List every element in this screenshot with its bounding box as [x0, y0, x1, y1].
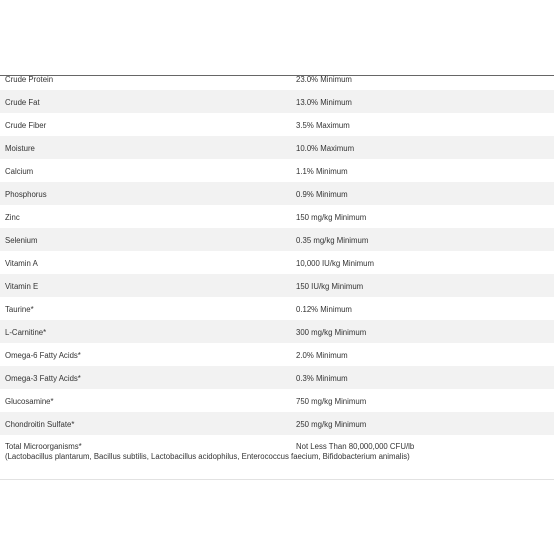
nutrient-value: 13.0% Minimum: [296, 98, 352, 107]
nutrient-value: 23.0% Minimum: [296, 76, 352, 84]
table-body: [0, 76, 554, 480]
nutrient-name: Moisture: [5, 144, 35, 153]
nutrient-name: Selenium: [5, 236, 38, 245]
nutrient-value: 300 mg/kg Minimum: [296, 328, 367, 337]
table-row: [0, 366, 554, 389]
nutrient-value: 0.3% Minimum: [296, 374, 348, 383]
table-row: [0, 90, 554, 113]
table-row: [0, 297, 554, 320]
table-row: [0, 136, 554, 159]
nutrient-value: 10.0% Maximum: [296, 144, 355, 153]
nutrient-name: Taurine*: [5, 305, 34, 314]
nutrient-name: Total Microorganisms* (Lactobacillus plantarum, Bacillus subtilis, Lactobacillus acidophilus, Enterococcus faecium, Bifidobacterium animalis): [5, 442, 410, 461]
nutrient-name: Chondroitin Sulfate*: [5, 420, 75, 429]
nutrient-name: Crude Fiber: [5, 121, 47, 130]
nutrient-value: 0.35 mg/kg Minimum: [296, 236, 369, 245]
table-row: [0, 343, 554, 366]
nutrient-value: 150 mg/kg Minimum: [296, 213, 367, 222]
table-row: [0, 274, 554, 297]
nutrient-name: Vitamin A: [5, 259, 38, 268]
nutrient-name: Omega-3 Fatty Acids*: [5, 374, 81, 383]
nutrient-value: 2.0% Minimum: [296, 351, 348, 360]
table-row: [0, 76, 554, 90]
nutrient-name: Zinc: [5, 213, 20, 222]
nutrient-name: Vitamin E: [5, 282, 39, 291]
nutrient-name: Calcium: [5, 167, 34, 176]
nutrient-name: Phosphorus: [5, 190, 47, 199]
table-row: [0, 205, 554, 228]
nutrient-value: 0.9% Minimum: [296, 190, 348, 199]
table-row: [0, 389, 554, 412]
nutrient-name: Crude Protein: [5, 76, 54, 84]
table-row: [0, 412, 554, 435]
guaranteed-analysis-table: [0, 75, 554, 480]
table-row-microorganisms: [0, 435, 554, 480]
table-row: [0, 113, 554, 136]
nutrient-value: 0.12% Minimum: [296, 305, 352, 314]
microorganism-list: (Lactobacillus plantarum, Bacillus subtilis, Lactobacillus acidophilus, Enterococcus faecium, Bifidobacterium animalis): [5, 451, 410, 461]
nutrient-value: Not Less Than 80,000,000 CFU/lb: [296, 442, 415, 451]
table-row: [0, 159, 554, 182]
table-row: [0, 228, 554, 251]
nutrient-name: Glucosamine*: [5, 397, 54, 406]
table-row: [0, 182, 554, 205]
nutrient-name: Omega-6 Fatty Acids*: [5, 351, 81, 360]
nutrient-value: 750 mg/kg Minimum: [296, 397, 367, 406]
table-row: [0, 251, 554, 274]
nutrient-value: 150 IU/kg Minimum: [296, 282, 364, 291]
nutrient-value: 250 mg/kg Minimum: [296, 420, 367, 429]
nutrient-value: 10,000 IU/kg Minimum: [296, 259, 374, 268]
nutrient-value: 3.5% Maximum: [296, 121, 350, 130]
bottom-divider: [0, 479, 554, 480]
nutrient-name: Crude Fat: [5, 98, 40, 107]
nutrient-value: 1.1% Minimum: [296, 167, 348, 176]
table-row: [0, 320, 554, 343]
nutrient-name: L-Carnitine*: [5, 328, 47, 337]
